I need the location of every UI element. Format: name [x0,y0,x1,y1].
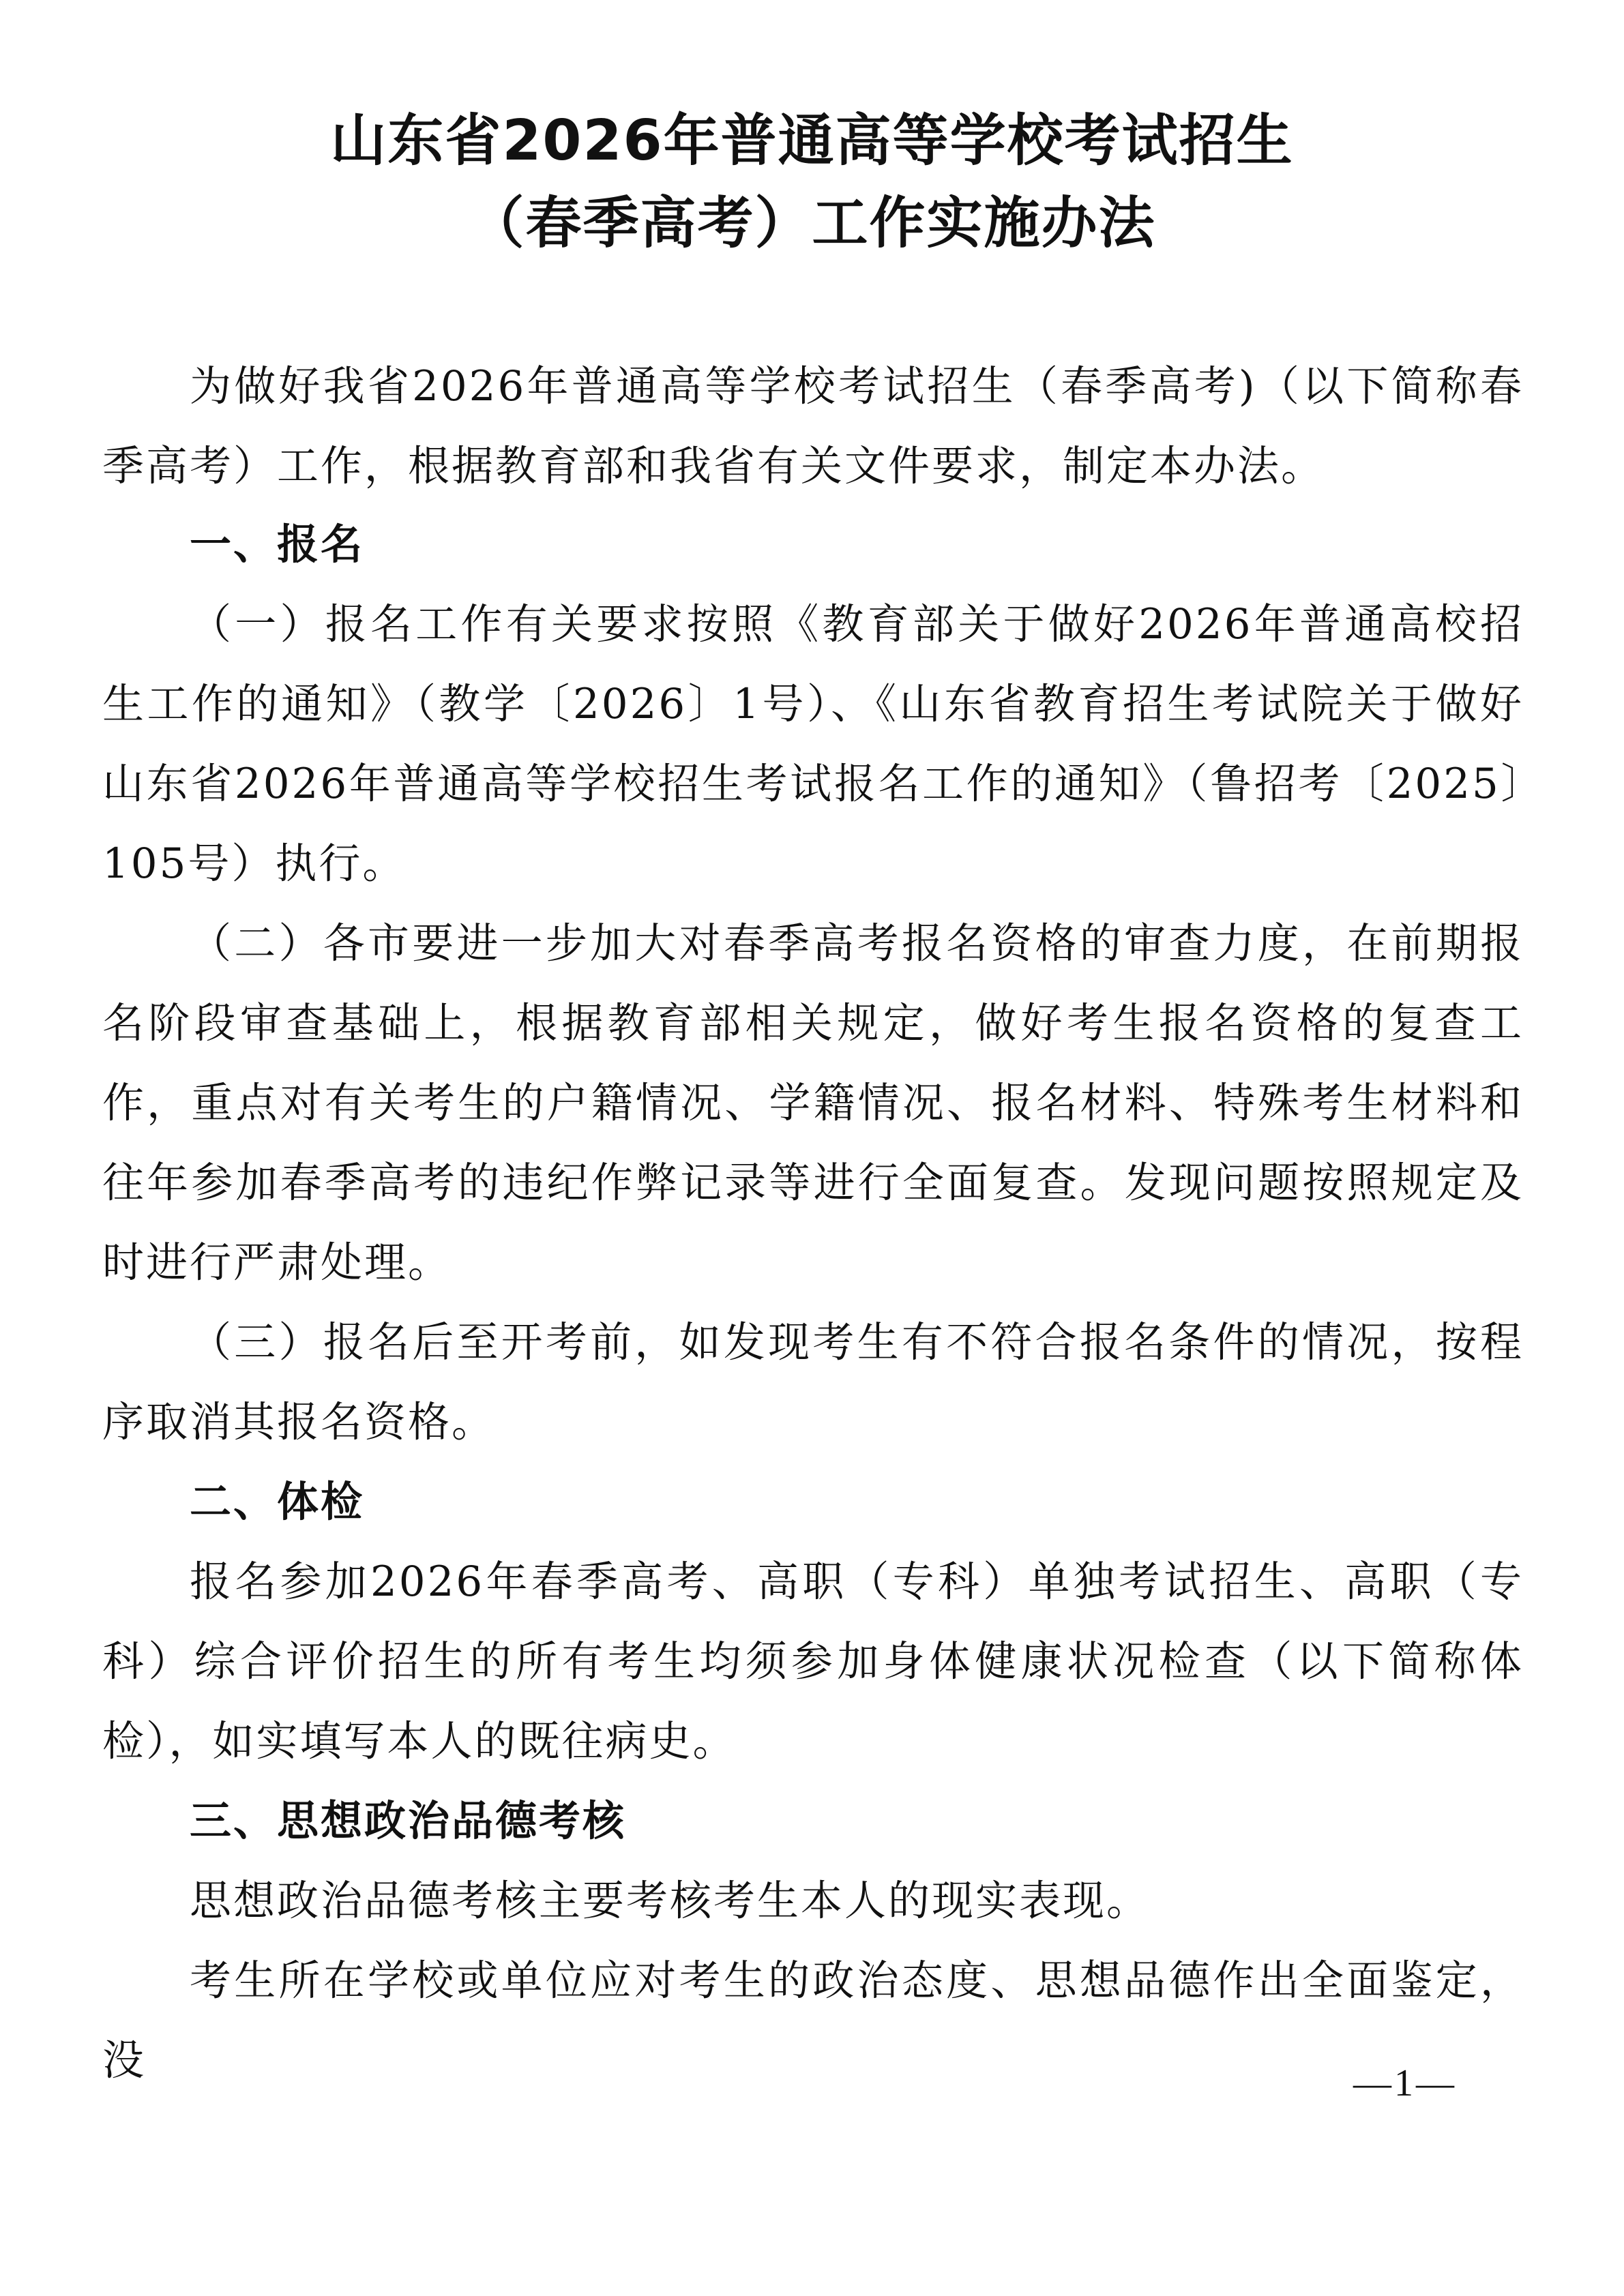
intro-paragraph: 为做好我省2026年普通高等学校考试招生（春季高考)（以下简称春季高考）工作，根据教育部和我省有关文件要求，制定本办法。 [102,362,1524,490]
section-heading-moral-assessment: 三、思想政治品德考核 [190,1797,627,1845]
section-heading-health-check: 二、体检 [190,1478,365,1526]
section-heading-registration: 一、报名 [190,520,365,569]
moral-assessment-paragraph-2: 考生所在学校或单位应对考生的政治态度、思想品德作出全面鉴定，没 [102,1956,1524,2085]
moral-assessment-paragraph-1: 思想政治品德考核主要考核考生本人的现实表现。 [190,1877,1151,1925]
registration-paragraph-2: （二）各市要进一步加大对春季高考报名资格的审查力度，在前期报名阶段审查基础上，根据教育部相关规定，做好考生报名资格的复查工作，重点对有关考生的户籍情况、学籍情况、报名材料、特殊考生材料和往年参加春季高考的违纪作弊记录等进行全面复查。发现问题按照规定及时进行严肃处理。 [102,919,1524,1287]
document-title-line-2: （春季高考）工作实施办法 [468,191,1156,256]
registration-paragraph-1: （一）报名工作有关要求按照《教育部关于做好2026年普通高校招生工作的通知》（教学〔2026〕1号）、《山东省教育招生考试院关于做好山东省2026年普通高等学校招生考试报名工作的通知》（鲁招考〔2025〕105号）执行。 [102,600,1524,888]
page-number: —1— [1353,2062,1457,2104]
registration-paragraph-3: （三）报名后至开考前，如发现考生有不符合报名条件的情况，按程序取消其报名资格。 [102,1318,1524,1446]
health-check-paragraph: 报名参加2026年春季高考、高职（专科）单独考试招生、高职（专科）综合评价招生的所有考生均须参加身体健康状况检查（以下简称体检），如实填写本人的既往病史。 [102,1557,1524,1765]
document-title-line-1: 山东省2026年普通高等学校考试招生 [330,108,1294,173]
